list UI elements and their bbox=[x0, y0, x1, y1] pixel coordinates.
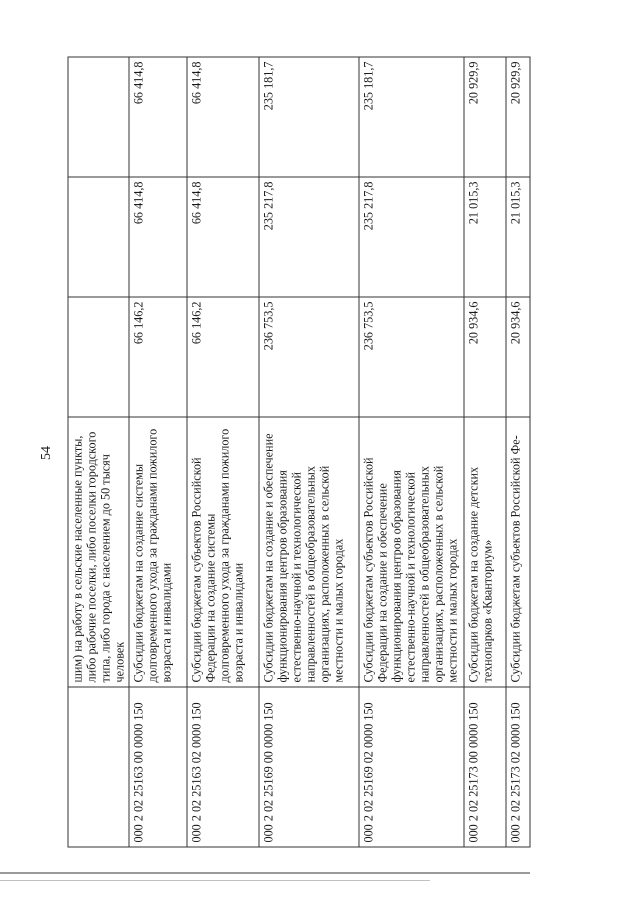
table-row bbox=[187, 57, 259, 847]
row-name: Субсидии бюджетам на создание и обеспечение функционирования центров образования естественно-научной и технологической направленностей в общеобразовательных организациях, расположенных в сельской местности и малых городах bbox=[259, 417, 359, 687]
table-row bbox=[68, 57, 129, 847]
page-number: 54 bbox=[39, 446, 54, 460]
table-row bbox=[259, 57, 359, 847]
row-value-3: 66 414,8 bbox=[187, 57, 259, 177]
row-value-3: 20 929,9 bbox=[464, 57, 506, 177]
row-value-2: 235 217,8 bbox=[359, 177, 464, 297]
row-value-2: 235 217,8 bbox=[259, 177, 359, 297]
row-value-2: 66 414,8 bbox=[129, 177, 187, 297]
row-value-1 bbox=[68, 297, 129, 417]
row-value-3 bbox=[68, 57, 129, 177]
row-code: 000 2 02 25173 02 0000 150 bbox=[506, 687, 530, 847]
row-code bbox=[68, 687, 129, 847]
row-name: Субсидии бюджетам субъектов Российской Федерации на создание системы долговременного ухода за гражданами пожилого возраста и инвалидами bbox=[187, 417, 259, 687]
row-code: 000 2 02 25173 00 0000 150 bbox=[464, 687, 506, 847]
row-name: шим) на работу в сельские населенные пункты, либо рабочие поселки, либо поселки городского типа, либо города с населением до 50 тысяч человек bbox=[68, 417, 129, 687]
row-value-1: 66 146,2 bbox=[129, 297, 187, 417]
table-row bbox=[359, 57, 464, 847]
row-value-1: 236 753,5 bbox=[259, 297, 359, 417]
row-name: Субсидии бюджетам субъектов Российской Федерации на создание и обеспечение функционирования центров образования естественно-научной и технологической направленностей в общеобразовательных организациях, расположенных в сельской местности и малых городах bbox=[359, 417, 464, 687]
row-name: Субсидии бюджетам на создание детских технопарков «Кванториум» bbox=[464, 417, 506, 687]
row-code: 000 2 02 25169 00 0000 150 bbox=[259, 687, 359, 847]
row-value-1: 66 146,2 bbox=[187, 297, 259, 417]
budget-table-frame bbox=[68, 58, 573, 848]
row-value-2: 21 015,3 bbox=[506, 177, 530, 297]
budget-table bbox=[68, 57, 531, 848]
row-value-2: 66 414,8 bbox=[187, 177, 259, 297]
row-code: 000 2 02 25169 02 0000 150 bbox=[359, 687, 464, 847]
table-row bbox=[506, 57, 530, 847]
scan-edge-line bbox=[0, 872, 530, 874]
row-value-1: 236 753,5 bbox=[359, 297, 464, 417]
table-row bbox=[129, 57, 187, 847]
row-value-3: 20 929,9 bbox=[506, 57, 530, 177]
row-value-2: 21 015,3 bbox=[464, 177, 506, 297]
row-value-3: 235 181,7 bbox=[259, 57, 359, 177]
table-row bbox=[464, 57, 506, 847]
row-name: Субсидии бюджетам на создание системы долговременного ухода за гражданами пожилого возраста и инвалидами bbox=[129, 417, 187, 687]
row-value-3: 235 181,7 bbox=[359, 57, 464, 177]
row-value-1: 20 934,6 bbox=[464, 297, 506, 417]
row-value-1: 20 934,6 bbox=[506, 297, 530, 417]
row-name: Субсидии бюджетам субъектов Российской Фе- bbox=[506, 417, 530, 687]
scan-edge-line bbox=[0, 880, 430, 881]
row-code: 000 2 02 25163 02 0000 150 bbox=[187, 687, 259, 847]
row-code: 000 2 02 25163 00 0000 150 bbox=[129, 687, 187, 847]
row-value-2 bbox=[68, 177, 129, 297]
row-value-3: 66 414,8 bbox=[129, 57, 187, 177]
